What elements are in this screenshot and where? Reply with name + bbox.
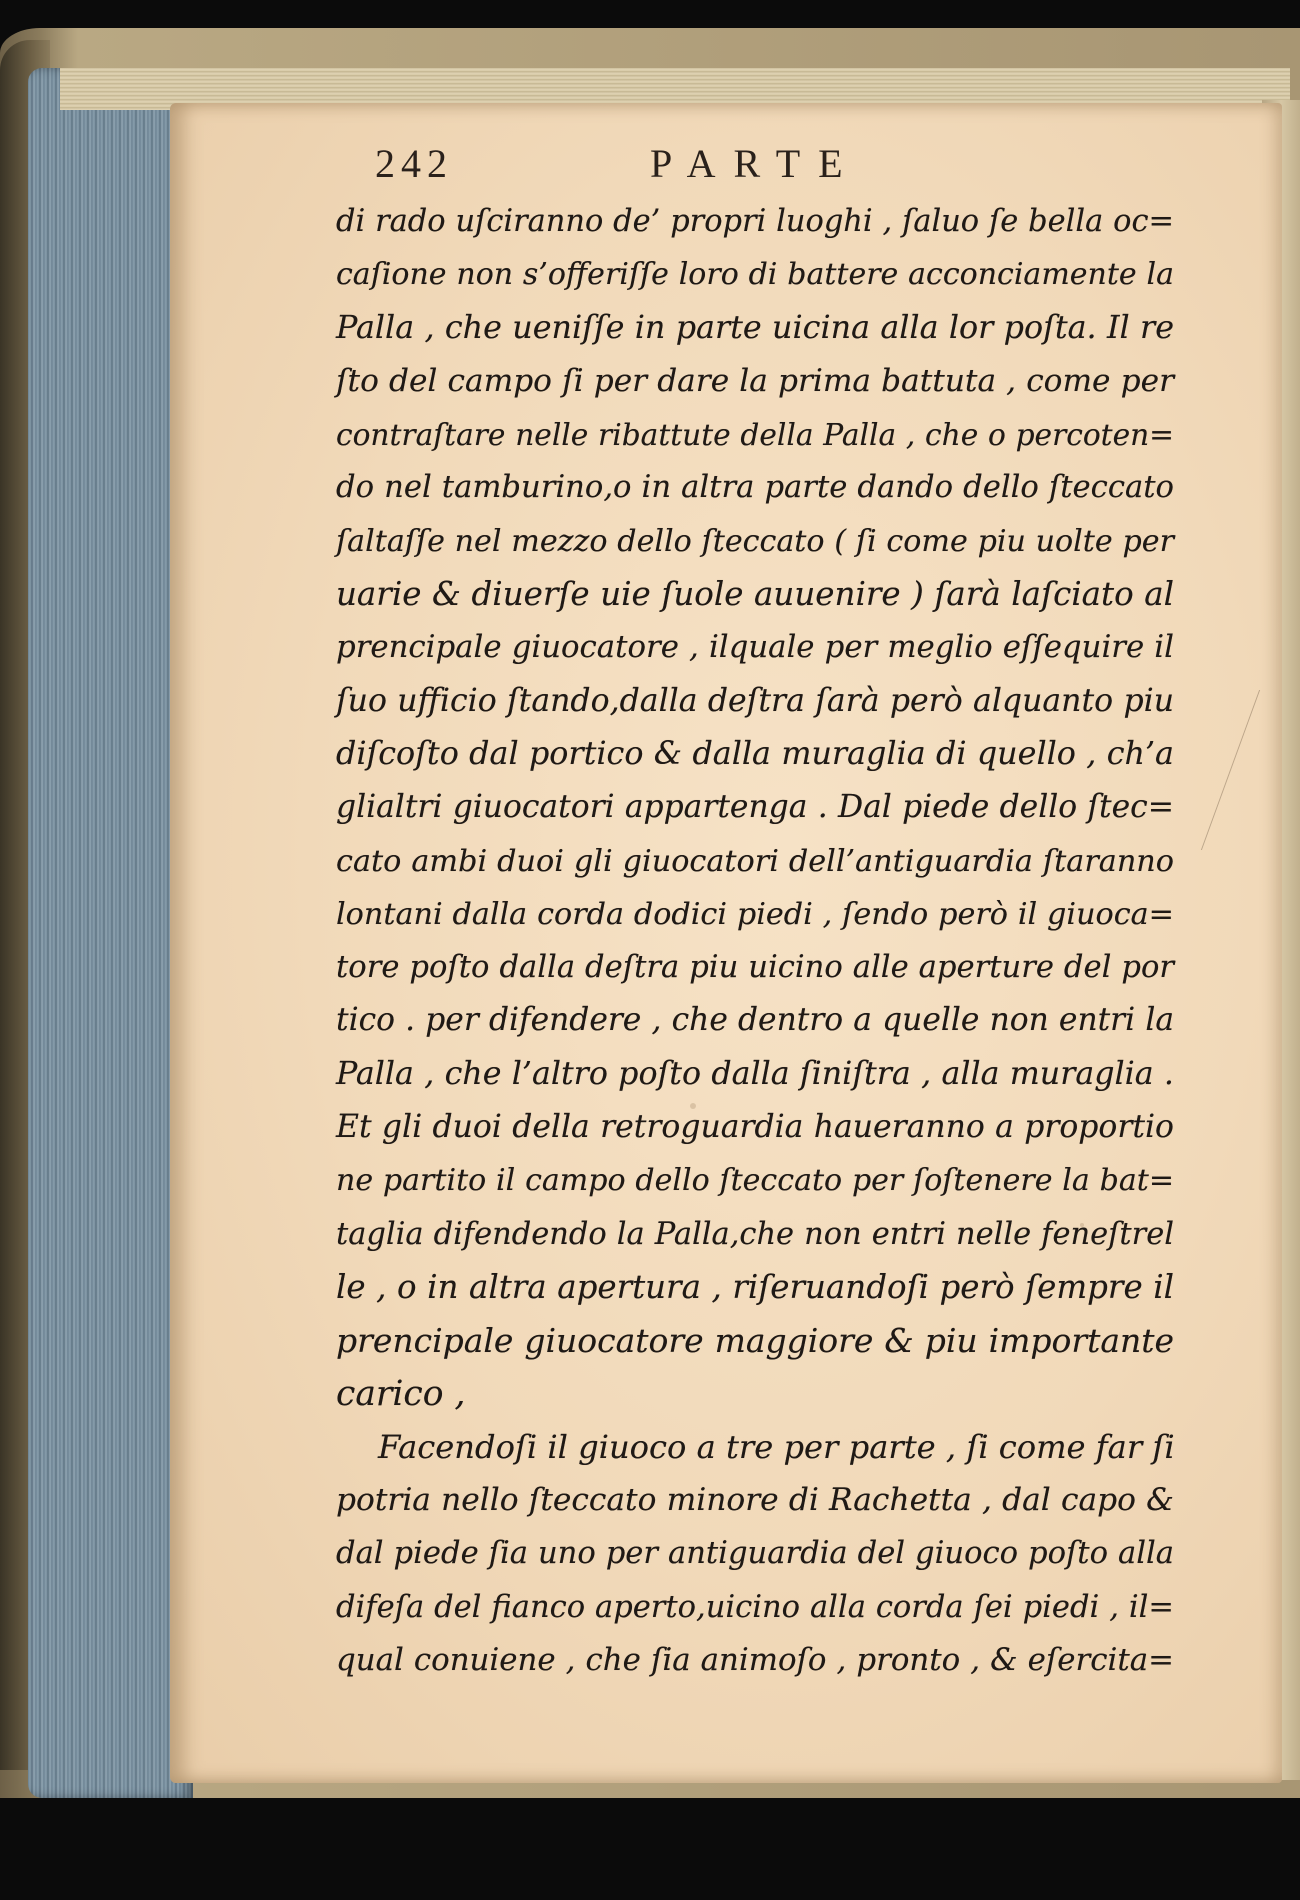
text-line: contraſtare nelle ribattute della Palla , che o percoten=	[336, 417, 1174, 453]
text-line: cato ambi duoi gli giuocatori dell’antiguardia ſtaranno	[336, 843, 1174, 879]
body-text	[336, 195, 1174, 1687]
text-line: uarie & diuerſe uie ſuole auuenire ) ſarà laſciato al	[336, 575, 1174, 614]
page-header	[375, 140, 935, 196]
text-line: ſto del campo ſi per dare la prima battuta , come per	[336, 362, 1174, 399]
page-number: 242	[375, 141, 453, 186]
text-line: Facendoſi il giuoco a tre per parte , ſi come far ſi	[378, 1427, 1175, 1466]
text-line: carico ,	[336, 1373, 466, 1414]
text-line: caſione non s’offeriſſe loro di battere acconciamente la	[336, 257, 1174, 293]
text-line: qual conuiene , che ſia animoſo , pronto , & eſercita=	[336, 1642, 1174, 1679]
text-line: Et gli duoi della retroguardia haueranno a proportio	[336, 1109, 1174, 1146]
text-line: difeſa del fianco aperto,uicino alla corda ſei piedi , il=	[336, 1589, 1174, 1625]
text-line: tore poſto dalla deſtra piu uicino alle aperture del por	[336, 950, 1174, 986]
text-line: ne partito il campo dello ſteccato per ſoſtenere la bat=	[336, 1163, 1174, 1199]
text-line: glialtri giuocatori appartenga . Dal piede dello ſtec=	[336, 789, 1174, 826]
text-line: di rado uſciranno de’ propri luoghi , ſaluo ſe bella oc=	[336, 204, 1174, 239]
text-line: prencipale giuocatore maggiore & piu importante	[336, 1321, 1174, 1361]
text-line: potria nello ſteccato minore di Rachetta , dal capo &	[336, 1482, 1174, 1519]
text-line: ſaltaſſe nel mezzo dello ſteccato ( ſi come piu uolte per	[336, 523, 1174, 559]
running-head: PARTE	[650, 141, 861, 186]
text-line: taglia difendendo la Palla,che non entri nelle feneſtrel	[336, 1216, 1174, 1252]
text-line: do nel tamburino,o in altra parte dando dello ſteccato	[336, 470, 1174, 506]
page-edges	[28, 68, 193, 1798]
text-line: tico . per difendere , che dentro a quelle non entri la	[336, 1002, 1174, 1039]
text-line: dal piede ſia uno per antiguardia del giuoco poſto alla	[336, 1536, 1174, 1572]
text-line: prencipale giuocatore , ilquale per meglio eſſequire il	[336, 629, 1174, 666]
text-line: Palla , che l’altro poſto dalla ſiniſtra , alla muraglia .	[336, 1055, 1174, 1092]
text-line: Palla , che ueniſſe in parte uicina alla lor poſta. Il re	[336, 309, 1174, 346]
text-line: ſuo ufficio ſtando,dalla deſtra ſarà però alquanto piu	[336, 682, 1174, 719]
text-line: le , o in altra apertura , riſeruandoſi però ſempre il	[336, 1267, 1174, 1306]
text-line: lontani dalla corda dodici piedi , ſendo però il giuoca=	[336, 896, 1174, 932]
text-line: diſcoſto dal portico & dalla muraglia di quello , ch’a	[336, 735, 1174, 772]
